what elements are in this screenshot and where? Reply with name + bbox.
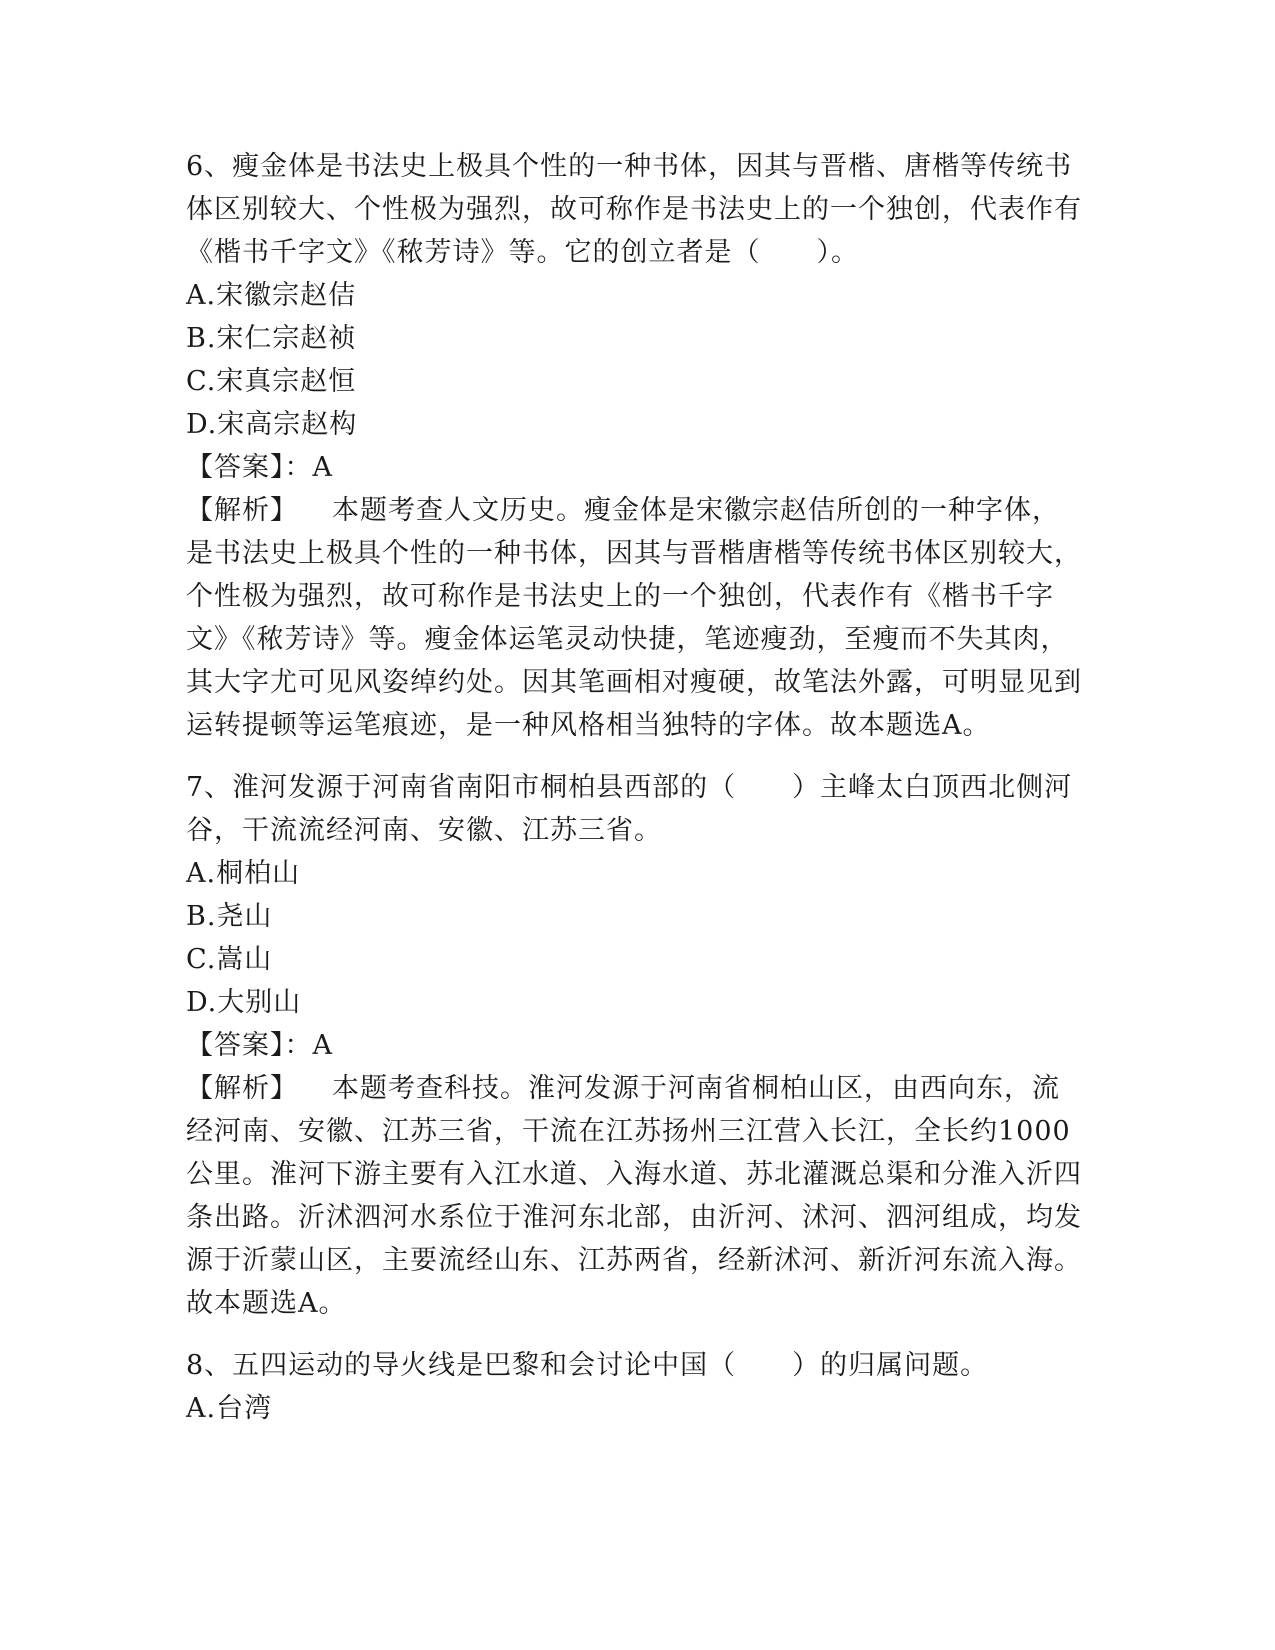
- analysis-label: 【解析】: [186, 495, 298, 526]
- answer-value: A: [312, 452, 333, 483]
- answer-line: [186, 1024, 1086, 1067]
- option-d: D.宋高宗赵构: [186, 409, 358, 440]
- question-stem: 8、五四运动的导火线是巴黎和会讨论中国（ ）的归属问题。: [186, 1350, 989, 1381]
- option-b: B.尧山: [186, 901, 273, 932]
- question-stem: 7、淮河发源于河南省南阳市桐柏县西部的（ ）主峰太白顶西北侧河谷，干流流经河南、安徽、江苏三省。: [186, 772, 1073, 846]
- option-b: B.宋仁宗赵祯: [186, 323, 357, 354]
- answer-value: A: [312, 1030, 333, 1061]
- answer-line: [186, 446, 1086, 489]
- analysis-label: 【解析】: [186, 1073, 298, 1104]
- question-6: [186, 145, 1086, 747]
- analysis-text: 本题考查科技。淮河发源于河南省桐柏山区，由西向东，流经河南、安徽、江苏三省，干流在江苏扬州三江营入长江，全长约1000公里。淮河下游主要有入江水道、入海水道、苏北灌溉总渠和分淮入沂四条出路。沂沭泗河水系位于淮河东北部，由沂河、沭河、泗河组成，均发源于沂蒙山区，主要流经山东、江苏两省，经新沭河、新沂河东流入海。故本题选A。: [186, 1073, 1082, 1319]
- option-c: C.嵩山: [186, 944, 273, 975]
- document-page: [186, 145, 1086, 1449]
- option-c: C.宋真宗赵恒: [186, 366, 357, 397]
- option-d: D.大别山: [186, 987, 302, 1018]
- question-stem: 6、瘦金体是书法史上极具个性的一种书体，因其与晋楷、唐楷等传统书体区别较大、个性极为强烈，故可称作是书法史上的一个独创，代表作有《楷书千字文》《秾芳诗》等。它的创立者是（ ）。: [186, 151, 1082, 268]
- analysis-text: 本题考查人文历史。瘦金体是宋徽宗赵佶所创的一种字体，是书法史上极具个性的一种书体，因其与晋楷唐楷等传统书体区别较大，个性极为强烈，故可称作是书法史上的一个独创，代表作有《楷书千字文》《秾芳诗》等。瘦金体运笔灵动快捷，笔迹瘦劲，至瘦而不失其肉，其大字尤可见风姿绰约处。因其笔画相对瘦硬，故笔法外露，可明显见到运转提顿等运笔痕迹，是一种风格相当独特的字体。故本题选A。: [186, 495, 1082, 741]
- option-a: A.桐柏山: [186, 858, 301, 889]
- analysis-paragraph: [186, 1067, 1086, 1325]
- analysis-paragraph: [186, 489, 1086, 747]
- option-a: A.宋徽宗赵佶: [186, 280, 357, 311]
- option-a: A.台湾: [186, 1393, 273, 1424]
- question-8: [186, 1344, 1086, 1430]
- answer-label: 【答案】：: [186, 452, 313, 483]
- question-7: [186, 766, 1086, 1325]
- answer-label: 【答案】：: [186, 1030, 313, 1061]
